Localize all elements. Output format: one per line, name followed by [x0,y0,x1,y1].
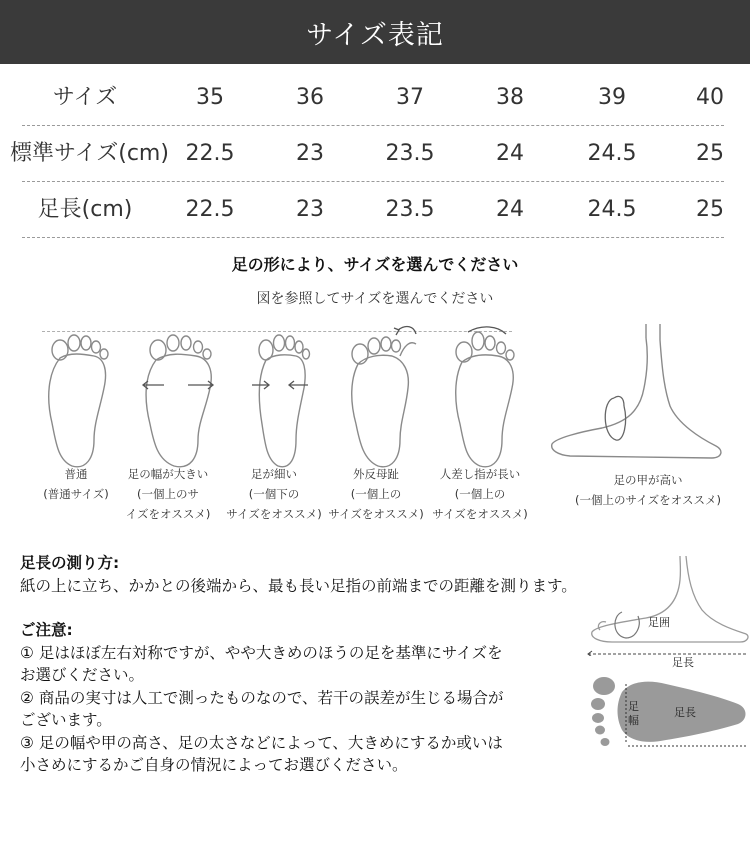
table-cell: 25 [696,197,724,222]
foot-bunion-icon [344,322,428,470]
table-cell: 24.5 [587,141,637,166]
label-width: 足幅 [628,700,639,727]
table-cell: 23 [296,197,324,222]
foot-shape-illustrations [0,318,750,528]
table-cell: 22.5 [185,197,235,222]
foot-normal-icon [38,328,116,470]
table-cell: 38 [496,85,524,110]
table-cell: 25 [696,141,724,166]
notice-line: ③ 足の幅や甲の高さ、足の太さなどによって、大きめにするか或いは [20,733,503,752]
row-label: 足長(cm) [37,197,133,222]
foot-type-advice: サイズをオススメ) [226,507,322,521]
table-row-standard-size [0,126,750,182]
notice-line: 小さめにするかご自身の情況によってお選びください。 [20,756,408,774]
foot-type-high-instep [548,470,748,510]
notice-line: ① 足はほぼ左右対称ですが、やや大きめのほうの足を基準にサイズを [20,643,503,662]
foot-type-advice: (一個上のサイズをオススメ) [575,493,721,507]
measure-heading: 足長の測り方: [20,554,120,572]
foot-type-advice: イズをオススメ) [125,507,211,521]
foot-type-long-second-toe [420,464,540,524]
table-cell: 24 [496,197,524,222]
row-label: 標準サイズ(cm) [10,141,169,166]
label-girth: 足囲 [648,616,670,629]
table-cell: 36 [296,85,324,110]
foot-shape-title: 足の形により、サイズを選んでください [231,255,519,274]
foot-type-advice: (一個下の [248,487,300,501]
foot-type-advice: (一個上の [454,487,506,501]
foot-type-name: 外反母趾 [353,467,399,481]
row-divider [22,237,724,238]
table-cell: 40 [696,85,724,110]
foot-type-advice: (一個上のサ [137,487,199,501]
foot-type-wide [108,464,228,524]
foot-type-advice: サイズをオススメ) [328,507,424,521]
page-header [0,0,750,64]
table-cell: 23.5 [385,197,435,222]
label-length-sole: 足長 [674,706,696,719]
measure-text: 紙の上に立ち、かかとの後端から、最も長い足指の前端までの距離を測ります。 [20,576,577,595]
table-cell: 24.5 [587,197,637,222]
foot-type-name: 人差し指が長い [439,467,521,481]
foot-long-second-toe-icon [446,324,526,470]
row-label: サイズ [52,85,118,110]
table-cell: 24 [496,141,524,166]
foot-narrow-icon [246,328,316,470]
table-row-foot-length [0,182,750,238]
foot-type-advice: (一個上の [350,487,402,501]
measure-side-diagram [582,556,750,656]
foot-type-advice: サイズをオススメ) [432,507,528,521]
notice-line: ございます。 [20,711,112,729]
foot-type-name: 足の幅が大きい [127,467,209,481]
measure-notes [20,552,660,777]
notice-line: お選びください。 [20,666,145,684]
notice-heading: ご注意: [20,621,73,639]
table-cell: 39 [598,85,626,110]
measure-sole-diagram [588,670,750,754]
table-cell: 22.5 [185,141,235,166]
foot-shape-subtitle: 図を参照してサイズを選んでください [256,291,494,307]
table-row-size [0,70,750,126]
notice-line: ② 商品の実寸は人工で測ったものなので、若干の誤差が生じる場合が [20,688,504,707]
label-length: 足長 [672,656,694,669]
table-cell: 37 [396,85,424,110]
foot-high-instep-icon [540,318,740,468]
table-cell: 23 [296,141,324,166]
foot-type-advice: (普通サイズ) [43,487,109,501]
foot-wide-icon [138,328,218,470]
page-title: サイズ表記 [306,19,444,51]
foot-type-name: 足が細い [251,467,297,481]
table-cell: 35 [196,85,224,110]
foot-type-bunion [316,464,436,524]
foot-type-name: 足の甲が高い [613,473,683,487]
size-table [0,70,750,238]
table-cell: 23.5 [385,141,435,166]
foot-type-name: 普通 [64,467,88,481]
